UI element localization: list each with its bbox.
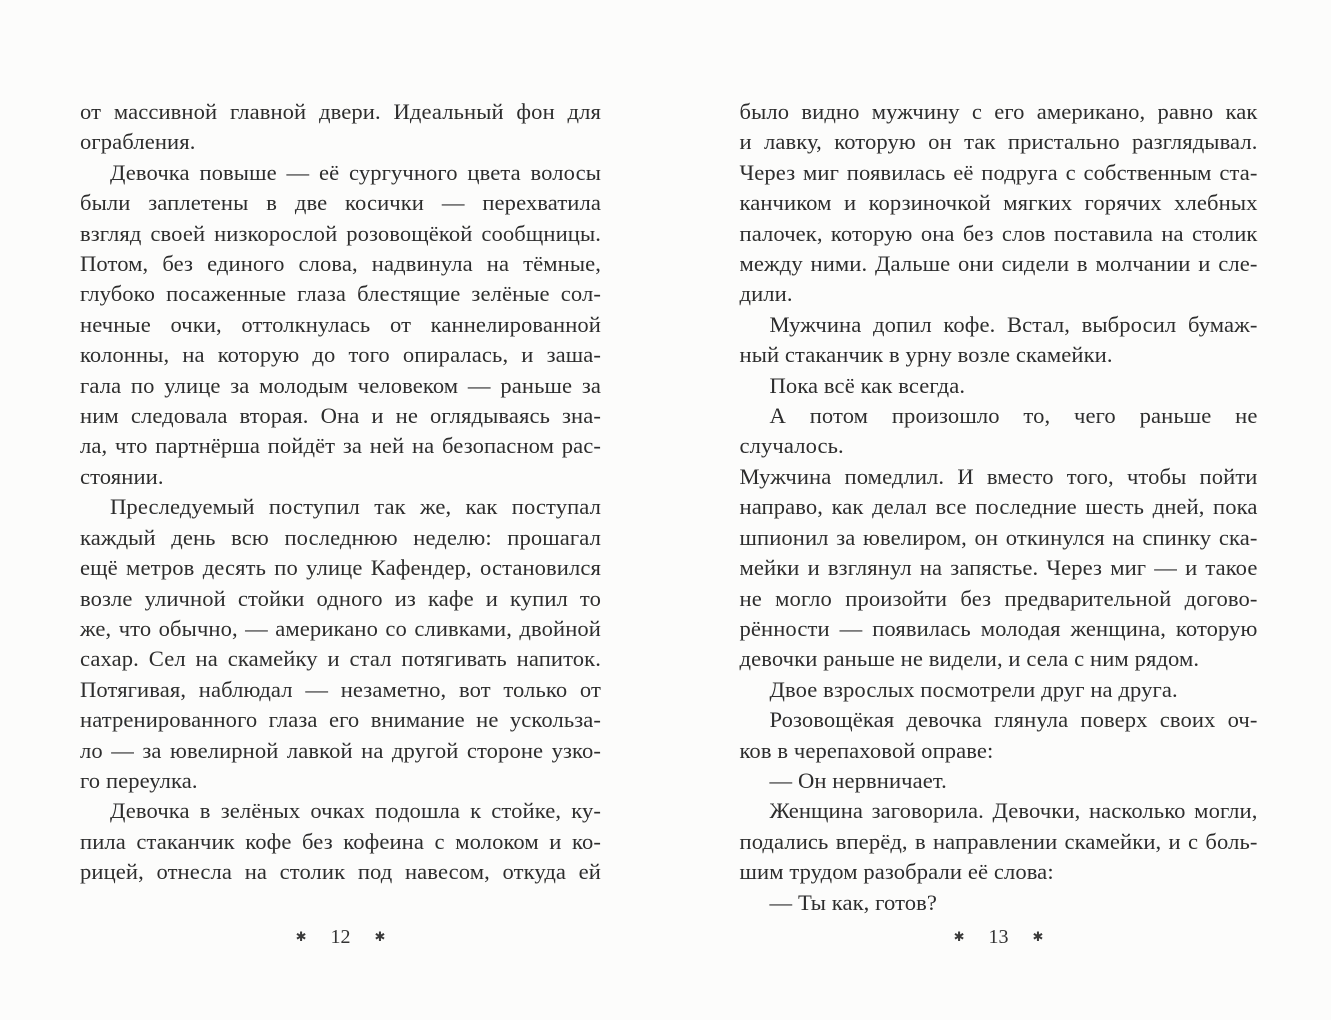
text-line: взгляд своей низкорослой розовощёкой сообщницы. xyxy=(80,220,601,246)
text-line: Двое взрослых посмотрели друг на друга. xyxy=(769,676,1178,702)
text-line: направо, как делал все последние шесть дней, пока xyxy=(739,494,1258,520)
text-line: было видно мужчину с его американо, равно как xyxy=(739,99,1258,124)
text-line: Женщина заговорила. Девочки, насколько могли, xyxy=(769,798,1258,824)
text-line: рённости — появилась молодая женщина, которую xyxy=(739,615,1258,641)
text-line: стоянии. xyxy=(80,463,164,489)
text-line: Преследуемый поступил так же, как поступал xyxy=(110,494,601,520)
text-line: колонны, на которую до того опиралась, и заша- xyxy=(80,342,601,368)
page-footer xyxy=(740,926,1258,949)
asterisk-ornament-icon: ✱ xyxy=(295,928,307,944)
asterisk-ornament-icon: ✱ xyxy=(374,928,386,944)
text-line: и лавку, которую он так пристально разглядывал. xyxy=(739,129,1258,155)
text-line: ло — за ювелирной лавкой на другой стороне узко- xyxy=(80,737,601,763)
text-line: Мужчина помедлил. И вместо того, чтобы пойти xyxy=(739,463,1258,489)
text-line: девочки раньше не видели, и села с ним рядом. xyxy=(739,646,1200,672)
text-line: дили. xyxy=(739,281,793,307)
text-line: Потом, без единого слова, надвинула на тёмные, xyxy=(80,251,601,277)
text-line: Розовощёкая девочка глянула поверх своих оч- xyxy=(769,707,1258,733)
page-text xyxy=(740,97,1258,918)
text-line: Девочка повыше — её сургучного цвета волосы xyxy=(110,159,601,185)
text-line: Пока всё как всегда. xyxy=(769,372,966,398)
text-line: гала по улице за молодым человеком — раньше за xyxy=(80,372,601,398)
text-line: ограбления. xyxy=(80,129,196,155)
text-line: натренированного глаза его внимание не ускольза- xyxy=(80,707,601,733)
text-line: были заплетены в две косички — перехватила xyxy=(80,190,601,216)
text-line: ла, что партнёрша пойдёт за ней на безопасном рас- xyxy=(80,433,601,459)
page-number: 13 xyxy=(988,926,1009,948)
text-line: между ними. Дальше они сидели в молчании и сле- xyxy=(739,251,1258,277)
text-line: рицей, отнесла на столик под навесом, откуда ей xyxy=(80,859,601,885)
page-text xyxy=(80,97,601,888)
text-line: ним следовала вторая. Она и не оглядываясь зна- xyxy=(80,403,601,429)
text-line: А потом произошло то, чего раньше не случалось. xyxy=(739,403,1258,459)
text-line: от массивной главной двери. Идеальный фон для xyxy=(80,99,601,124)
page-footer xyxy=(80,926,601,949)
text-line: пила стаканчик кофе без кофеина с молоком и ко- xyxy=(80,828,601,854)
text-line: глубоко посаженные глаза блестящие зелёные сол- xyxy=(80,281,601,307)
text-line: ков в черепаховой оправе: xyxy=(739,737,994,763)
text-line: Через миг появилась её подруга с собственным ста- xyxy=(739,159,1258,185)
page-right xyxy=(666,0,1331,1020)
asterisk-ornament-icon: ✱ xyxy=(1032,928,1044,944)
text-line: — Он нервничает. xyxy=(769,767,947,793)
text-line: каждый день всю последнюю неделю: прошагал xyxy=(80,524,601,550)
text-line: не могло произойти без предварительной догово- xyxy=(739,585,1258,611)
text-line: палочек, которую она без слов поставила на столик xyxy=(739,220,1258,246)
text-line: же, что обычно, — американо со сливками, двойной xyxy=(80,615,601,641)
text-line: мейки и взглянул на запястье. Через миг — и такое xyxy=(739,555,1258,581)
text-line: Девочка в зелёных очках подошла к стойке, ку- xyxy=(110,798,601,824)
text-line: шпионил за ювелиром, он откинулся на спинку ска- xyxy=(739,524,1258,550)
text-line: Мужчина допил кофе. Встал, выбросил бумаж- xyxy=(769,311,1258,337)
text-line: канчиком и корзиночкой мягких горячих хлебных xyxy=(739,190,1258,216)
asterisk-ornament-icon: ✱ xyxy=(953,928,965,944)
text-line: шим трудом разобрали её слова: xyxy=(739,859,1054,885)
text-line: го переулка. xyxy=(80,767,198,793)
text-line: — Ты как, готов? xyxy=(769,889,938,915)
page-number: 12 xyxy=(330,926,351,948)
text-line: Потягивая, наблюдал — незаметно, вот только от xyxy=(80,676,601,702)
text-line: сахар. Сел на скамейку и стал потягивать напиток. xyxy=(80,646,601,672)
text-line: нечные очки, оттолкнулась от каннелированной xyxy=(80,311,601,337)
text-line: возле уличной стойки одного из кафе и купил то xyxy=(80,585,601,611)
text-line: ный стаканчик в урну возле скамейки. xyxy=(739,342,1113,368)
text-line: ещё метров десять по улице Кафендер, остановился xyxy=(80,555,601,581)
text-line: подались вперёд, в направлении скамейки, и с боль- xyxy=(739,828,1258,854)
